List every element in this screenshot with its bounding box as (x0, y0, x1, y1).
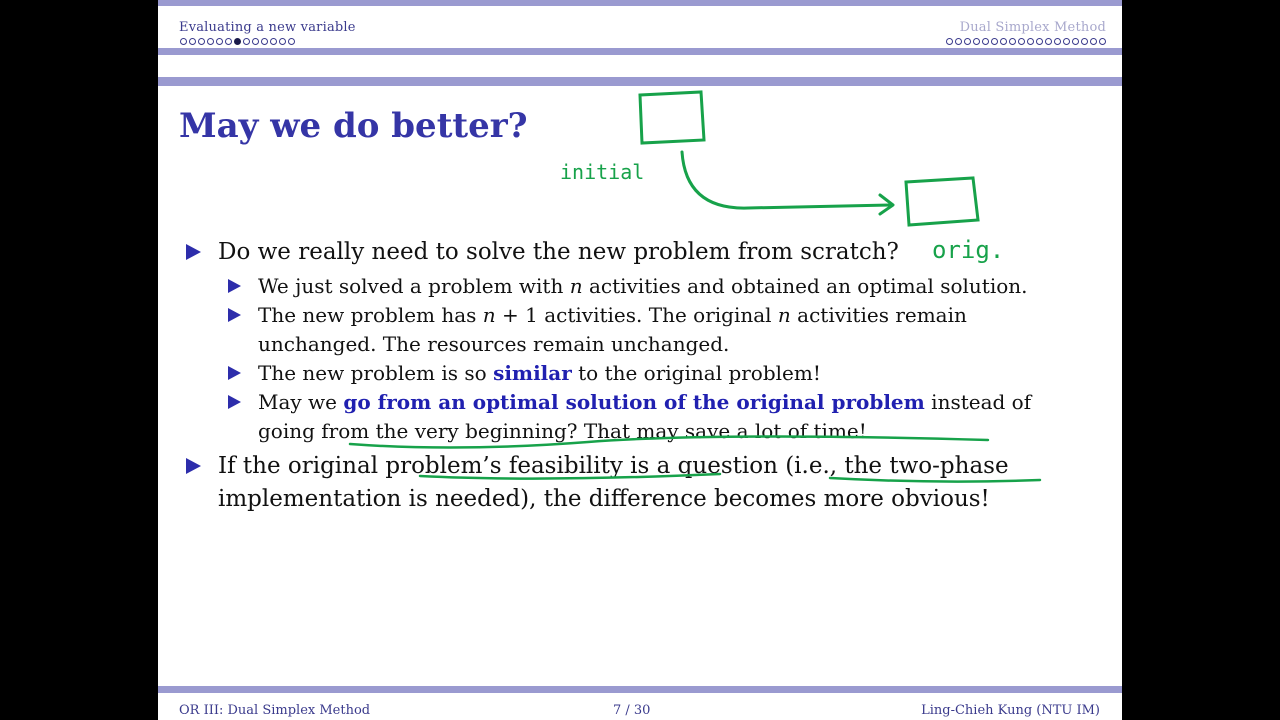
footer-page-number: 7 / 30 (613, 703, 651, 718)
sub-text: The new problem has (258, 303, 483, 327)
ink-box-original (906, 178, 978, 225)
navigation-dots-left[interactable] (180, 38, 295, 45)
title-band (158, 77, 1122, 86)
slide-title: May we do better? (179, 106, 528, 146)
footer-band (158, 686, 1122, 693)
ink-box-initial (640, 92, 704, 143)
nav-dot[interactable] (288, 38, 295, 45)
sub-bullet-item (186, 272, 1066, 301)
triangle-bullet-icon (186, 458, 201, 474)
emphasis-text: similar (493, 361, 572, 385)
bullet-item (186, 450, 1066, 516)
bullet-text: If the original problem’s feasibility is a question (i.e., the two-phase implementation is needed), the difference becomes more obvious! (218, 453, 1009, 512)
nav-dot[interactable] (1027, 38, 1034, 45)
nav-dot[interactable] (216, 38, 223, 45)
nav-dot[interactable] (270, 38, 277, 45)
footer-author: Ling-Chieh Kung (NTU IM) (921, 703, 1100, 718)
sub-bullet-item (186, 388, 1066, 446)
nav-dot[interactable] (252, 38, 259, 45)
nav-dot[interactable] (1081, 38, 1088, 45)
triangle-bullet-icon (228, 366, 241, 380)
footer-bar (158, 693, 1122, 720)
nav-dot[interactable] (1018, 38, 1025, 45)
nav-dot[interactable] (207, 38, 214, 45)
nav-dot[interactable] (991, 38, 998, 45)
sub-text: to the original problem! (571, 361, 821, 385)
nav-dot-current[interactable] (234, 38, 241, 45)
nav-dot[interactable] (261, 38, 268, 45)
nav-dot[interactable] (1045, 38, 1052, 45)
nav-dot[interactable] (973, 38, 980, 45)
ink-arrow-curve (682, 152, 890, 208)
triangle-bullet-icon (228, 308, 241, 322)
sub-text: + 1 activities. The original (495, 303, 778, 327)
header-band (158, 48, 1122, 55)
math-variable: n (569, 274, 583, 298)
annotation-orig: orig. (932, 236, 1005, 264)
triangle-bullet-icon (228, 279, 241, 293)
slide-header (158, 6, 1122, 48)
nav-dot[interactable] (225, 38, 232, 45)
section-title-left[interactable]: Evaluating a new variable (179, 20, 356, 35)
emphasis-text: go from an optimal solution of the original problem (343, 390, 925, 414)
nav-dot[interactable] (279, 38, 286, 45)
nav-dot[interactable] (964, 38, 971, 45)
slide-content (186, 236, 1066, 516)
sub-text: activities and obtained an optimal solution. (582, 274, 1028, 298)
math-variable: n (777, 303, 791, 327)
slide (158, 0, 1122, 720)
slide-footer (158, 686, 1122, 720)
sub-text: activities remain unchanged. The resources remain unchanged. (258, 303, 967, 356)
section-title-right[interactable]: Dual Simplex Method (959, 20, 1106, 35)
navigation-dots-right[interactable] (946, 38, 1106, 45)
sub-bullet-item (186, 359, 1066, 388)
bullet-text: Do we really need to solve the new problem from scratch? (218, 239, 899, 265)
nav-dot[interactable] (1000, 38, 1007, 45)
nav-dot[interactable] (982, 38, 989, 45)
sub-bullet-item (186, 301, 1066, 359)
nav-dot[interactable] (1036, 38, 1043, 45)
nav-dot[interactable] (946, 38, 953, 45)
footer-course: OR III: Dual Simplex Method (179, 703, 371, 718)
ink-arrowhead (880, 195, 893, 214)
sub-text: May we (258, 390, 344, 414)
nav-dot[interactable] (955, 38, 962, 45)
nav-dot[interactable] (1009, 38, 1016, 45)
triangle-bullet-icon (186, 244, 201, 260)
nav-dot[interactable] (243, 38, 250, 45)
sub-text: The new problem is so (258, 361, 494, 385)
annotation-initial: initial (560, 160, 645, 184)
nav-dot[interactable] (180, 38, 187, 45)
nav-dot[interactable] (1063, 38, 1070, 45)
nav-dot[interactable] (189, 38, 196, 45)
sub-text: instead of going from the very beginning? That may save a lot of time! (258, 390, 1032, 443)
triangle-bullet-icon (228, 395, 241, 409)
nav-dot[interactable] (1099, 38, 1106, 45)
header-gap (158, 55, 1122, 77)
nav-dot[interactable] (198, 38, 205, 45)
nav-dot[interactable] (1090, 38, 1097, 45)
math-variable: n (482, 303, 496, 327)
nav-dot[interactable] (1072, 38, 1079, 45)
sub-text: We just solved a problem with (258, 274, 570, 298)
nav-dot[interactable] (1054, 38, 1061, 45)
